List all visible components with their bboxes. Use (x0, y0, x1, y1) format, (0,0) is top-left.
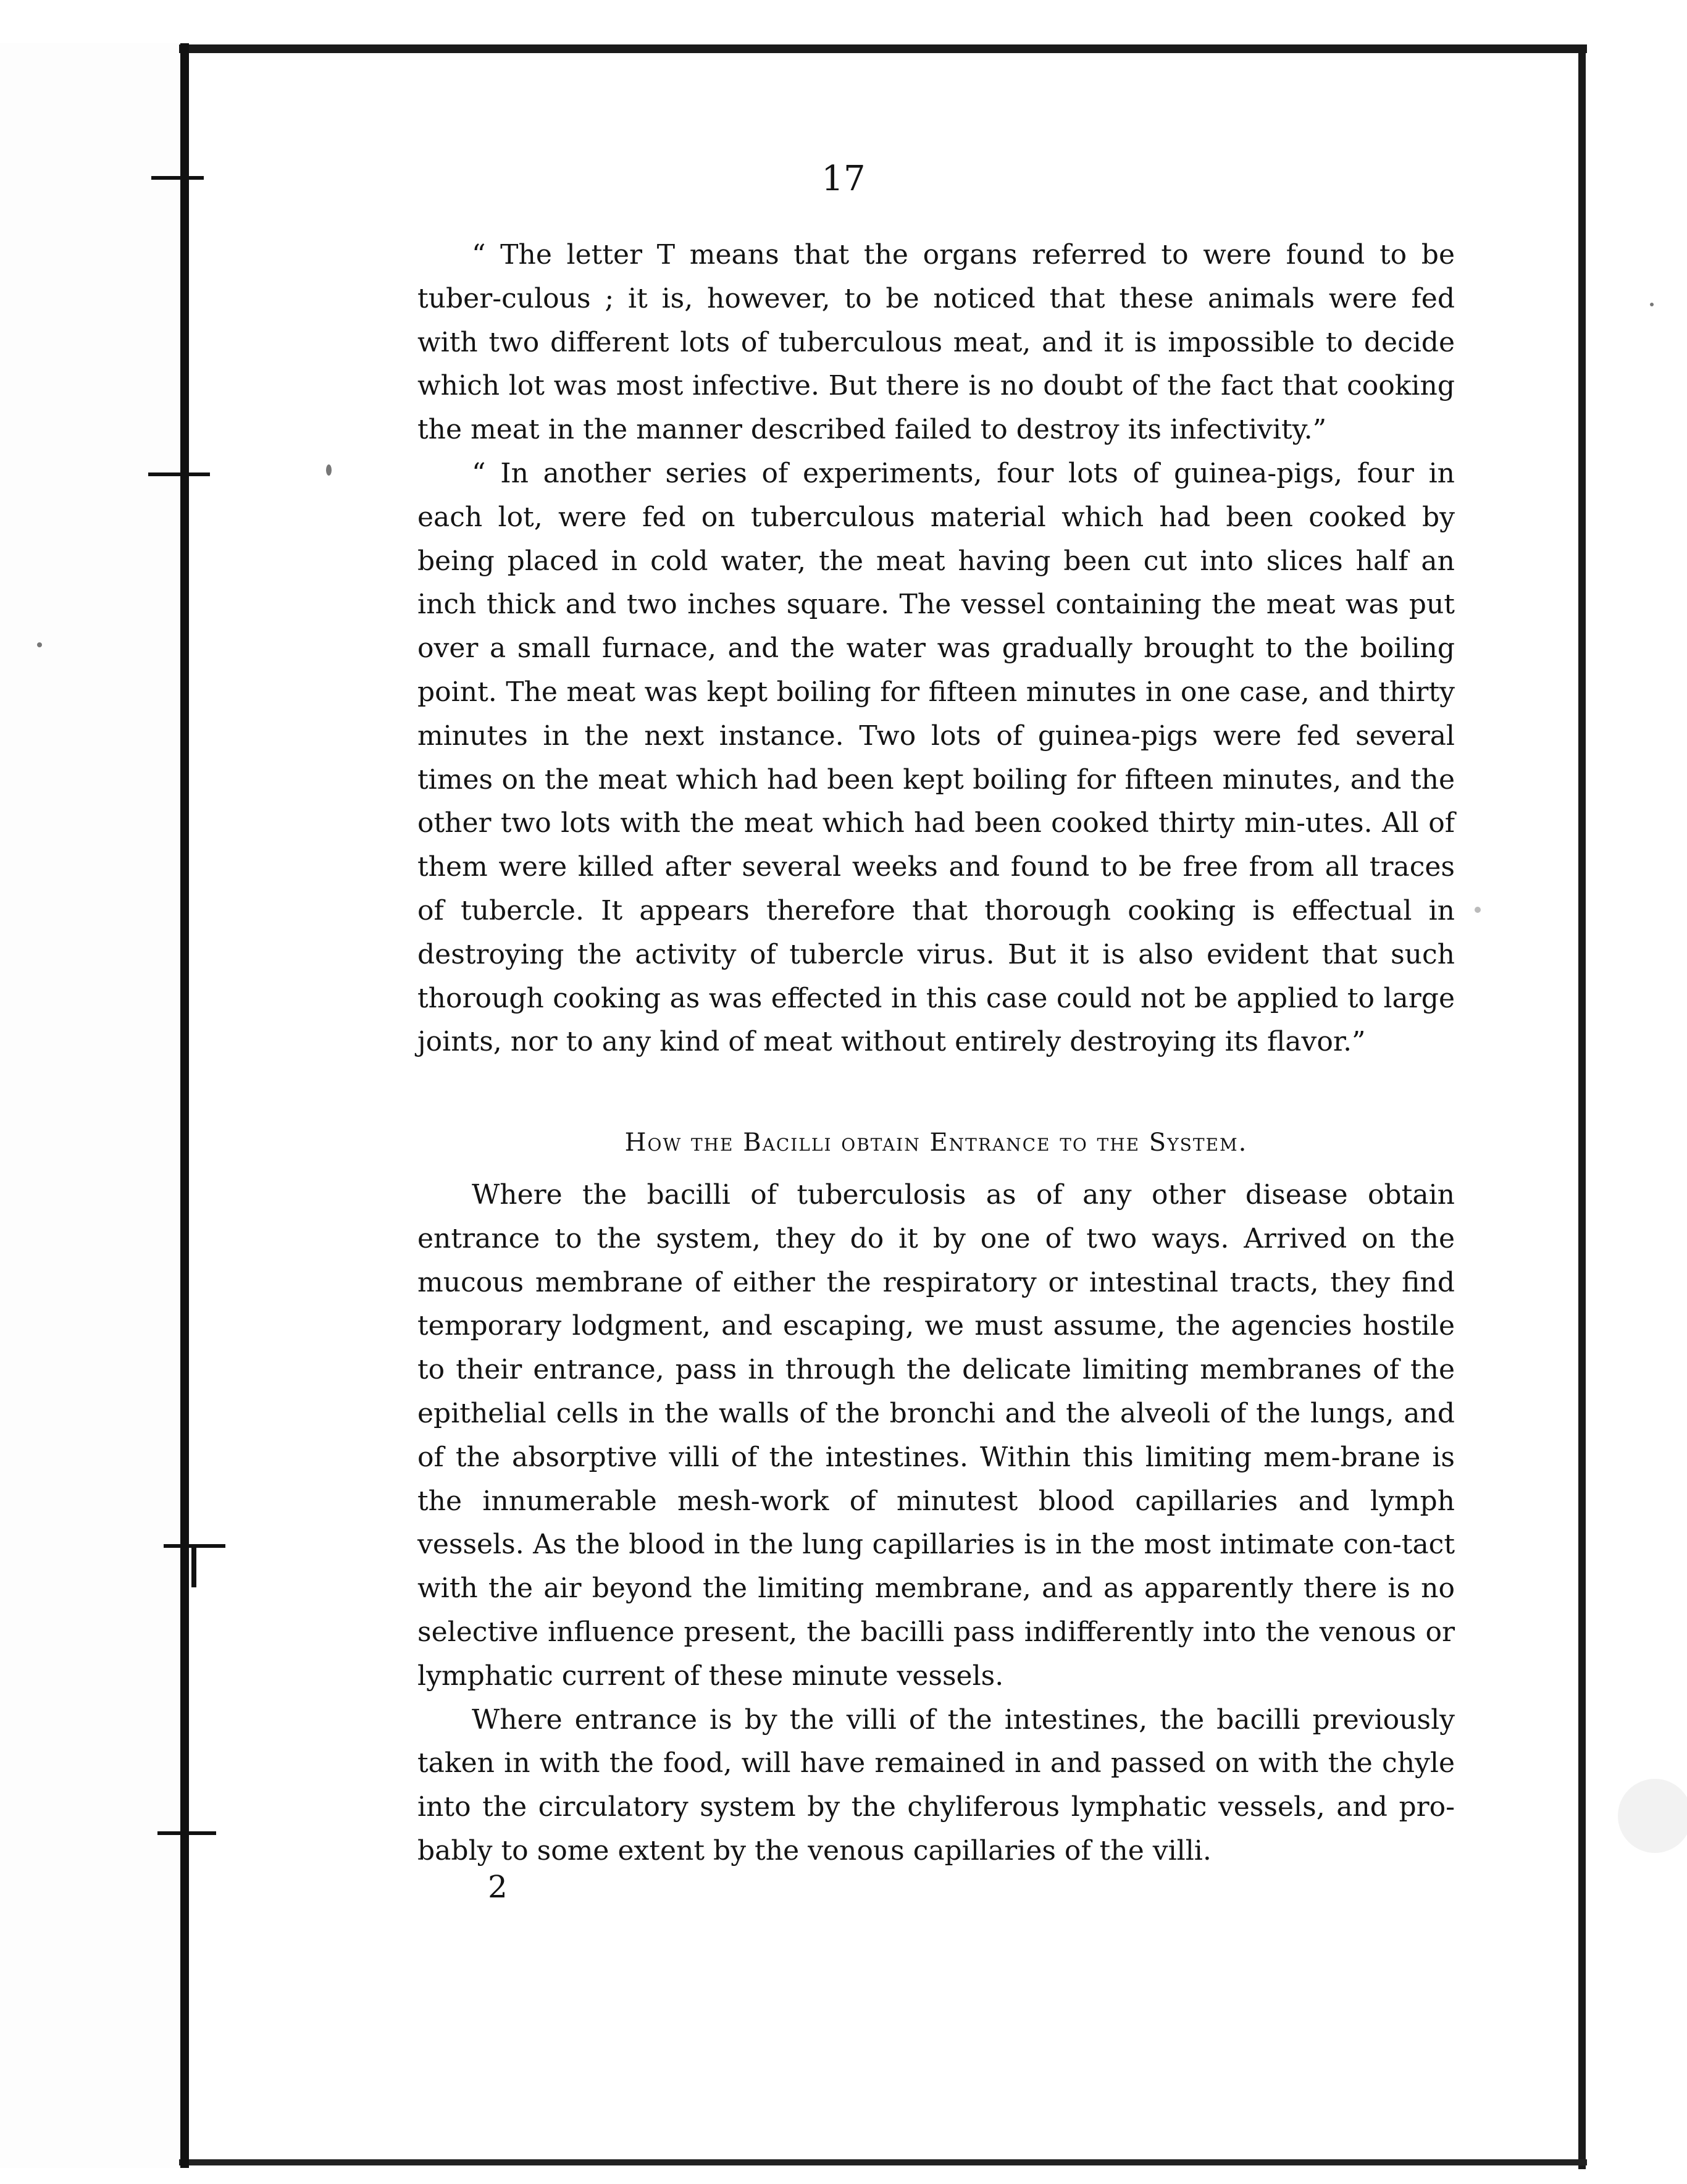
page-right-edge (1578, 44, 1586, 2169)
signature-mark: 2 (488, 1869, 508, 1905)
body-text-block (417, 1174, 1455, 1873)
page-top-edge (179, 44, 1587, 53)
section-heading: How the Bacilli obtain Entrance to the System. (624, 1128, 1248, 1157)
scan-speck (1650, 303, 1654, 306)
scan-smudge (1618, 1779, 1687, 1853)
quote-paragraph: “ The letter T means that the organs referred to were found to be tuber-culous ; it is, however, to be noticed that these animals were fed with two different lots of tuberculous meat, and it is impossible to decide which lot was most infective. But there is no doubt of the fact that cooking the meat in the manner described failed to destroy its infectivity.” (417, 239, 1455, 446)
scan-speck (1475, 907, 1481, 913)
binding-tick (157, 1831, 216, 1835)
facing-page-strip (0, 43, 179, 2168)
quoted-text-block (417, 233, 1455, 1064)
page-bottom-edge (179, 2159, 1587, 2165)
binding-tick (191, 1544, 196, 1587)
body-paragraph: Where entrance is by the villi of the intestines, the bacilli previously taken in with the food, will have remained in and passed on with the chyle into the circulatory system by the chyliferous lymphatic vessels, and pro-bably to some extent by the venous capillaries of the villi. (417, 1703, 1455, 1867)
page-number: 17 (821, 159, 866, 199)
binding-line (180, 43, 189, 2168)
quote-paragraph: “ In another series of experiments, four lots of guinea-pigs, four in each lot, were fed on tuberculous material which had been cooked by being placed in cold water, the meat having been cut into slices half an inch thick and two inches square. The vessel containing the meat was put over a small furnace, and the water was gradually brought to the boiling point. The meat was kept boiling for fifteen minutes in one case, and thirty minutes in the next instance. Two lots of guinea-pigs were fed several times on the meat which had been kept boiling for fifteen minutes, and the other two lots with the meat which had been cooked thirty min-utes. All of them were killed after several weeks and found to be free from all traces of tubercle. It appears therefore that thorough cooking is effectual in destroying the activity of tubercle virus. But it is also evident that such thorough cooking as was effected in this case could not be applied to large joints, nor to any kind of meat without entirely destroying its flavor.” (417, 457, 1455, 1058)
body-paragraph: Where the bacilli of tuberculosis as of any other disease obtain entrance to the system, they do it by one of two ways. Arrived on the mucous membrane of either the respiratory or intestinal tracts, they find temporary lodgment, and escaping, we must assume, the agencies hostile to their entrance, pass in through the delicate limiting membranes of the epithelial cells in the walls of the bronchi and the alveoli of the lungs, and of the absorptive villi of the intestines. Within this limiting mem-brane is the innumerable mesh-work of minutest blood capillaries and lymph vessels. As the blood in the lung capillaries is in the most intimate con-tact with the air beyond the limiting membrane, and as apparently there is no selective influence present, the bacilli pass indifferently into the venous or lymphatic current of these minute vessels. (417, 1179, 1455, 1692)
binding-tick (148, 472, 210, 476)
scan-speck (326, 464, 332, 476)
scan-speck (37, 642, 42, 647)
